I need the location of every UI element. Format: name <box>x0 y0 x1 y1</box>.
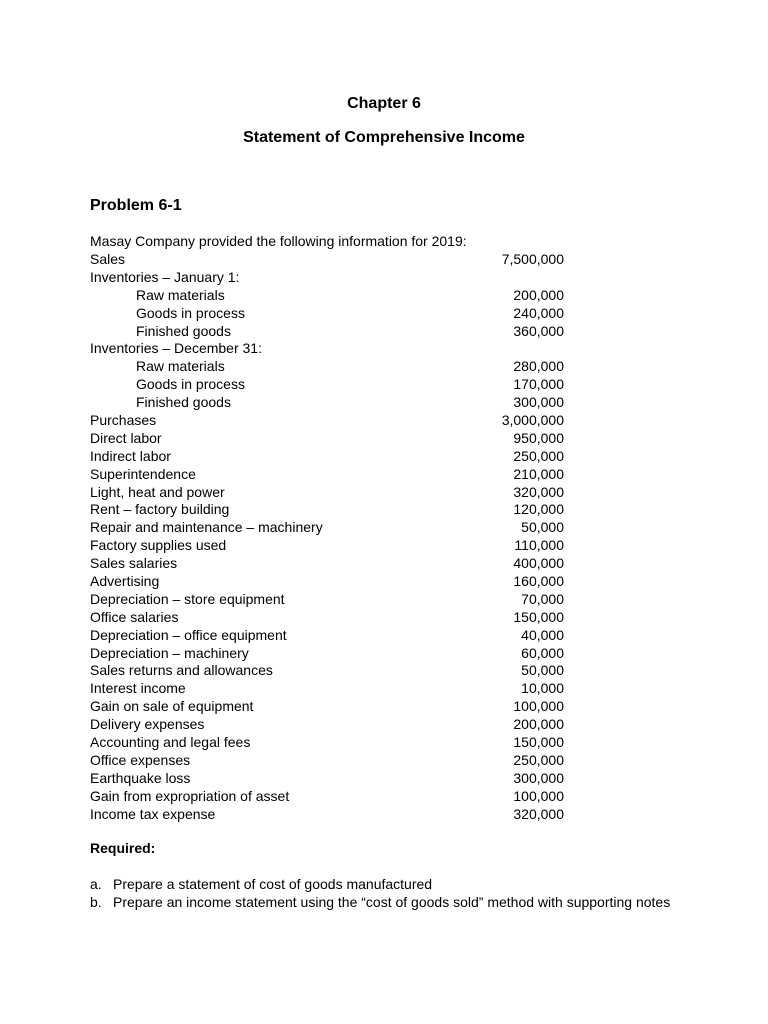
item-amount: 170,000 <box>513 376 564 393</box>
item-label: Office expenses <box>90 751 191 768</box>
list-item <box>90 788 564 806</box>
item-label: Repair and maintenance – machinery <box>90 519 323 536</box>
list-item <box>90 770 564 788</box>
item-amount: 150,000 <box>513 734 564 751</box>
item-amount: 110,000 <box>514 537 564 554</box>
item-label: Gain from expropriation of asset <box>90 787 290 804</box>
list-item <box>90 806 564 824</box>
requirement-marker: b. <box>90 894 102 910</box>
requirement-item <box>90 875 690 893</box>
list-item <box>90 662 564 680</box>
problem-intro: Masay Company provided the following information for 2019: <box>90 233 467 249</box>
list-item <box>90 394 564 412</box>
list-item <box>90 376 564 394</box>
requirement-item <box>90 893 690 911</box>
item-label: Finished goods <box>136 322 231 339</box>
item-label: Light, heat and power <box>90 483 225 500</box>
item-amount: 70,000 <box>521 590 564 607</box>
item-amount: 10,000 <box>521 680 564 697</box>
item-label: Depreciation – store equipment <box>90 590 285 607</box>
item-label: Depreciation – machinery <box>90 644 249 661</box>
item-label: Inventories – December 31: <box>90 340 262 357</box>
item-amount: 210,000 <box>513 465 564 482</box>
requirements-list <box>90 875 690 911</box>
item-label: Inventories – January 1: <box>90 268 240 285</box>
list-item <box>90 269 564 287</box>
item-label: Indirect labor <box>90 447 171 464</box>
list-item <box>90 519 564 537</box>
item-amount: 250,000 <box>513 751 564 768</box>
item-label: Sales returns and allowances <box>90 662 273 679</box>
item-amount: 300,000 <box>513 769 564 786</box>
item-label: Rent – factory building <box>90 501 230 518</box>
item-label: Depreciation – office equipment <box>90 626 287 643</box>
list-item <box>90 466 564 484</box>
item-amount: 3,000,000 <box>501 412 564 429</box>
item-label: Purchases <box>90 412 157 429</box>
problem-heading: Problem 6-1 <box>90 197 182 214</box>
list-item <box>90 698 564 716</box>
item-amount: 320,000 <box>513 483 564 500</box>
item-label: Goods in process <box>136 376 245 393</box>
item-amount: 200,000 <box>513 286 564 303</box>
financial-items-list <box>90 251 564 824</box>
list-item <box>90 645 564 663</box>
item-amount: 100,000 <box>513 698 564 715</box>
item-amount: 60,000 <box>521 644 564 661</box>
list-item <box>90 251 564 269</box>
item-label: Interest income <box>90 680 186 697</box>
item-label: Factory supplies used <box>90 537 227 554</box>
item-label: Sales <box>90 251 126 267</box>
item-label: Direct labor <box>90 429 162 446</box>
list-item <box>90 412 564 430</box>
item-amount: 280,000 <box>513 358 564 375</box>
list-item <box>90 752 564 770</box>
item-amount: 50,000 <box>521 519 564 536</box>
list-item <box>90 358 564 376</box>
list-item <box>90 716 564 734</box>
item-amount: 360,000 <box>513 322 564 339</box>
list-item <box>90 591 564 609</box>
item-label: Gain on sale of equipment <box>90 698 254 715</box>
list-item <box>90 680 564 698</box>
list-item <box>90 448 564 466</box>
item-label: Earthquake loss <box>90 769 191 786</box>
item-amount: 200,000 <box>513 716 564 733</box>
item-amount: 150,000 <box>513 608 564 625</box>
list-item <box>90 537 564 555</box>
item-amount: 40,000 <box>521 626 564 643</box>
item-amount: 100,000 <box>513 787 564 804</box>
list-item <box>90 555 564 573</box>
item-label: Superintendence <box>90 465 196 482</box>
item-amount: 250,000 <box>513 447 564 464</box>
item-label: Goods in process <box>136 304 245 321</box>
statement-title: Statement of Comprehensive Income <box>243 129 525 146</box>
list-item <box>90 340 564 358</box>
item-label: Delivery expenses <box>90 716 205 733</box>
item-amount: 7,500,000 <box>501 251 564 267</box>
item-amount: 50,000 <box>521 662 564 679</box>
item-amount: 320,000 <box>513 805 564 822</box>
item-amount: 240,000 <box>513 304 564 321</box>
item-label: Office salaries <box>90 608 179 625</box>
list-item <box>90 627 564 645</box>
item-amount: 300,000 <box>513 394 564 411</box>
required-heading: Required: <box>90 840 156 856</box>
list-item <box>90 287 564 305</box>
requirement-text: Prepare a statement of cost of goods manufactured <box>113 876 433 892</box>
item-label: Accounting and legal fees <box>90 734 251 751</box>
list-item <box>90 484 564 502</box>
list-item <box>90 609 564 627</box>
item-label: Finished goods <box>136 394 231 411</box>
item-label: Sales salaries <box>90 555 178 572</box>
list-item <box>90 573 564 591</box>
item-amount: 400,000 <box>513 555 564 572</box>
list-item <box>90 501 564 519</box>
item-label: Advertising <box>90 573 160 590</box>
item-label: Raw materials <box>136 286 225 303</box>
item-amount: 160,000 <box>513 573 564 590</box>
item-label: Raw materials <box>136 358 225 375</box>
requirement-text: Prepare an income statement using the “cost of goods sold” method with supporting notes <box>113 894 671 910</box>
item-label: Income tax expense <box>90 805 216 822</box>
list-item <box>90 305 564 323</box>
list-item <box>90 430 564 448</box>
item-amount: 120,000 <box>513 501 564 518</box>
chapter-heading: Chapter 6 <box>347 95 421 112</box>
list-item <box>90 323 564 341</box>
list-item <box>90 734 564 752</box>
requirement-marker: a. <box>90 876 102 892</box>
item-amount: 950,000 <box>513 429 564 446</box>
